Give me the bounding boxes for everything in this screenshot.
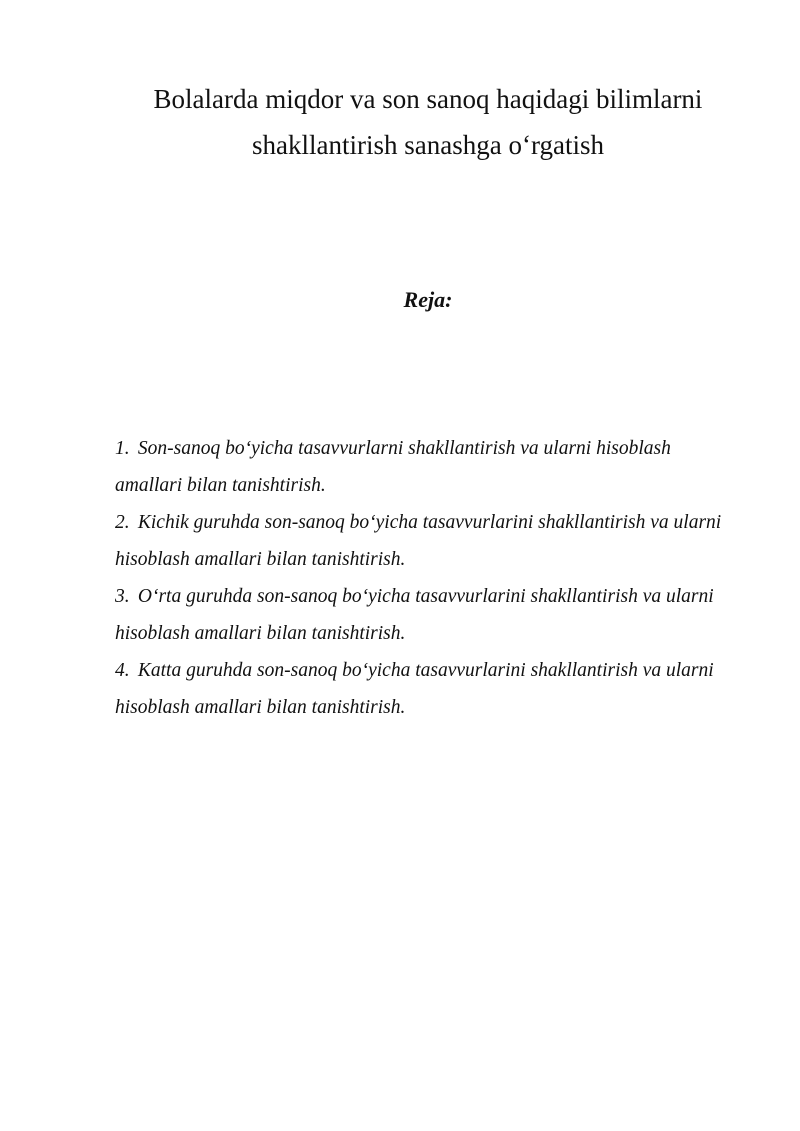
plan-item-text: O‘rta guruhda son-sanoq bo‘yicha tasavvurlarini shakllantirish va ularni hisoblash amallari bilan tanishtirish.	[115, 586, 714, 644]
plan-item	[115, 504, 735, 578]
plan-item-number: 3.	[115, 586, 130, 607]
title-line-1: Bolalarda miqdor va son sanoq haqidagi bilimlarni	[153, 84, 703, 114]
title-line-2: shakllantirish sanashga o‘rgatish	[252, 130, 604, 160]
plan-item-text: Son-sanoq bo‘yicha tasavvurlarni shakllantirish va ularni hisoblash amallari bilan tanishtirish.	[115, 438, 671, 496]
plan-item	[115, 578, 735, 652]
plan-item-number: 4.	[115, 660, 130, 681]
plan-item-number: 1.	[115, 438, 130, 459]
document-title	[100, 76, 756, 168]
plan-item-number: 2.	[115, 512, 130, 533]
plan-item-text: Katta guruhda son-sanoq bo‘yicha tasavvurlarini shakllantirish va ularni hisoblash amallari bilan tanishtirish.	[115, 660, 714, 718]
plan-heading: Reja:	[403, 287, 453, 312]
plan-item	[115, 430, 735, 504]
plan-item-text: Kichik guruhda son-sanoq bo‘yicha tasavvurlarini shakllantirish va ularni hisoblash amallari bilan tanishtirish.	[115, 512, 722, 570]
plan-item	[115, 652, 735, 726]
plan-list	[115, 430, 735, 726]
